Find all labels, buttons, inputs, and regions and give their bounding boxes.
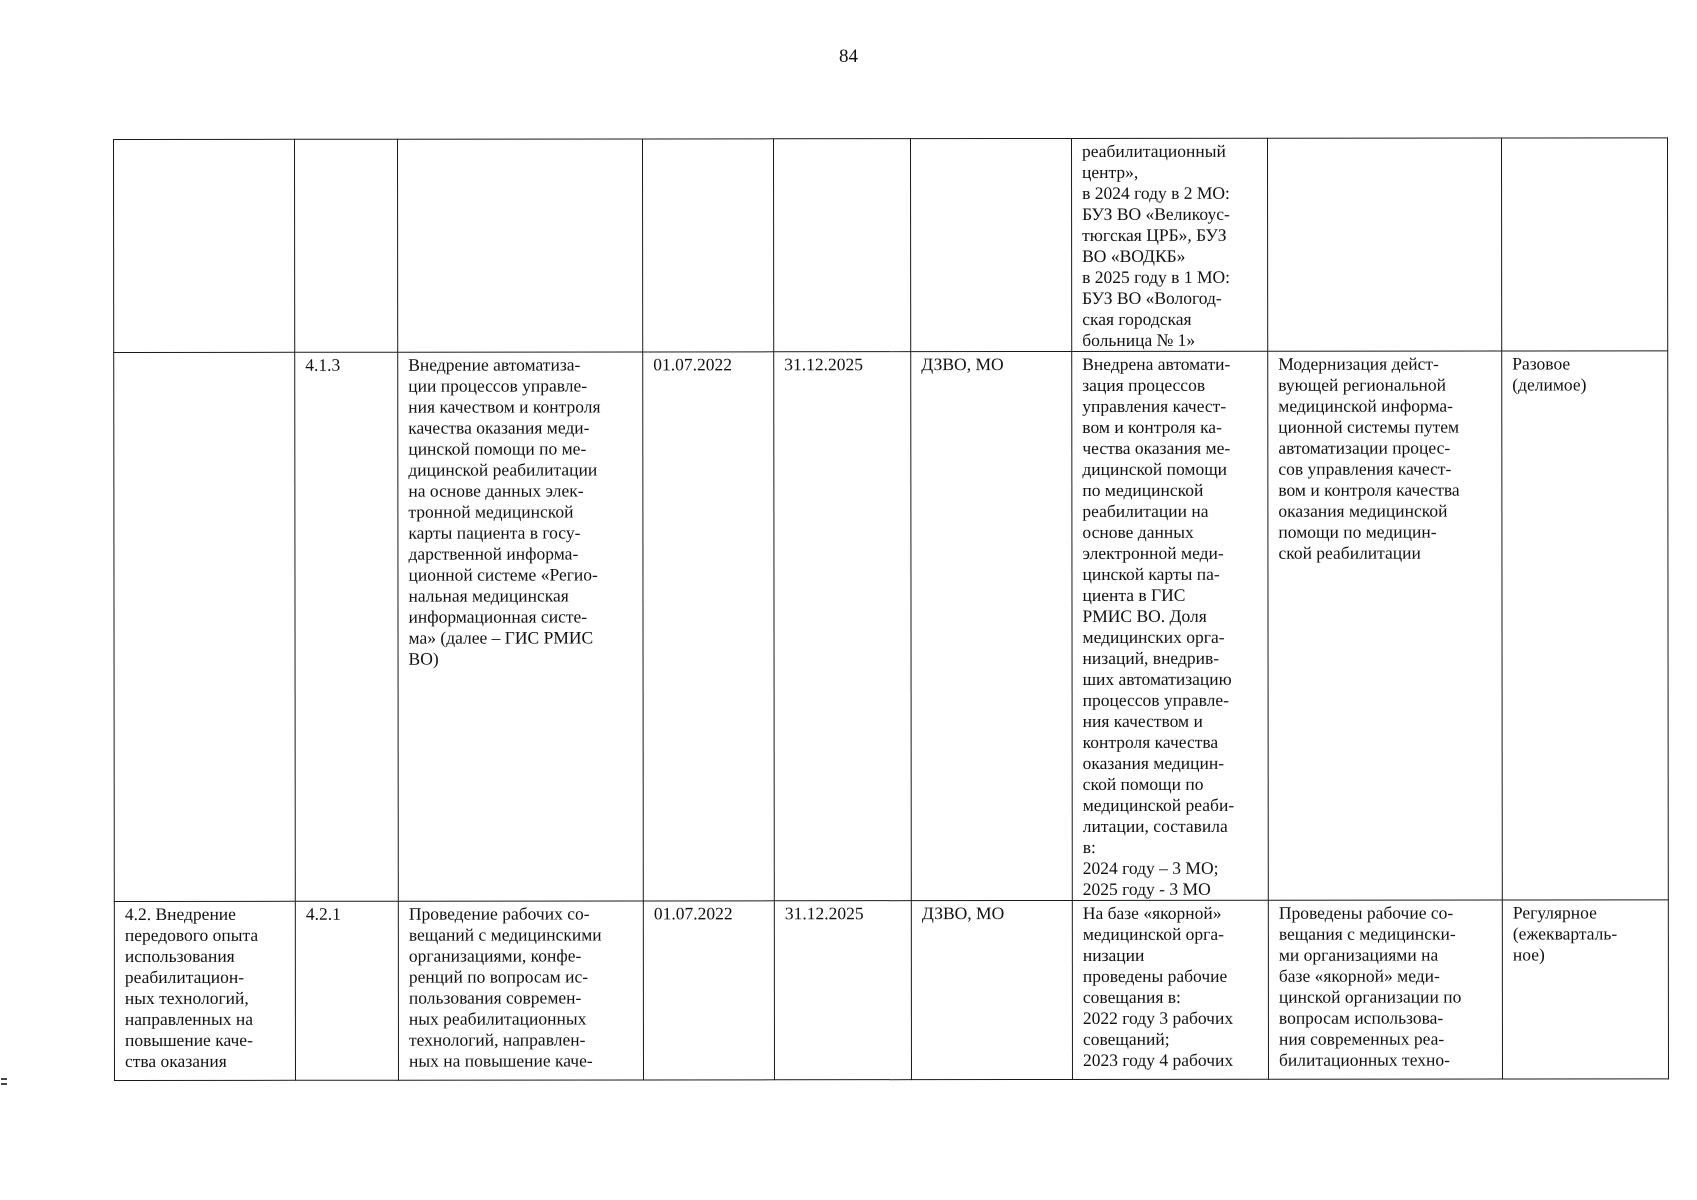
- cell-line: зация процессов: [1082, 374, 1206, 395]
- cell-line: ми организациями на: [1278, 944, 1439, 965]
- cell-line: Регулярное: [1512, 902, 1597, 923]
- cell-line: реабилитацион-: [124, 966, 245, 987]
- cell-line: Внедрение автоматиза-: [408, 354, 581, 375]
- cell-line: ВО «ВОДКБ»: [1082, 245, 1186, 266]
- cell-line: БУЗ ВО «Вологод-: [1082, 287, 1222, 308]
- cell-text: 4.1.3: [305, 354, 341, 375]
- cell-line: на основе данных элек-: [408, 480, 584, 501]
- executor-cell: [911, 138, 1072, 351]
- cell-line: 4.2. Внедрение: [124, 903, 236, 924]
- cell-line: реабилитационный: [1082, 140, 1226, 161]
- type-cell: [1501, 138, 1667, 351]
- cell-line: ская городская: [1082, 308, 1192, 329]
- cell-line: ных реабилитационных: [408, 1008, 587, 1029]
- cell-line: вопросам использова-: [1278, 1007, 1444, 1028]
- cell-line: ное): [1512, 944, 1545, 965]
- cell-line: РМИС ВО. Доля: [1082, 605, 1207, 626]
- cell-line: вещания с медицински-: [1278, 923, 1456, 944]
- cell-line: Проведение рабочих со-: [408, 903, 590, 924]
- cell-line: ской помощи по: [1082, 773, 1204, 794]
- cell-line: организациями, конфе-: [408, 945, 582, 966]
- cell-line: ской реабилитации: [1278, 542, 1421, 563]
- cell-line: тюгская ЦРБ», БУЗ: [1082, 224, 1227, 245]
- cell-line: направленных на: [124, 1008, 254, 1029]
- cell-line: технологий, направлен-: [408, 1029, 586, 1050]
- cell-line: карты пациента в госу-: [408, 522, 581, 543]
- cell-line: ния современных реа-: [1278, 1028, 1445, 1049]
- cell-line: медицинской информа-: [1278, 395, 1453, 416]
- start-date-cell: [643, 901, 774, 1080]
- cell-line: электронной меди-: [1082, 542, 1224, 563]
- task-cell: [114, 901, 295, 1080]
- cell-line: в 2024 году в 2 МО:: [1082, 182, 1230, 203]
- table-body: [114, 138, 1669, 1081]
- cell-line: (ежекварталь-: [1512, 923, 1618, 944]
- cell-line: Проведены рабочие со-: [1278, 902, 1454, 923]
- cell-line: оказания медицинской: [1278, 500, 1448, 521]
- description-cell: [1267, 138, 1501, 351]
- cell-line: использования: [124, 945, 235, 966]
- cell-line: ционной системе «Регио-: [408, 564, 598, 585]
- cell-line: литации, составила: [1082, 815, 1228, 836]
- cell-line: ции процессов управле-: [408, 375, 588, 396]
- cell-line: больница № 1»: [1082, 329, 1196, 350]
- cell-line: Внедрена автомати-: [1082, 353, 1231, 374]
- description-cell: [1268, 351, 1503, 900]
- cell-line: На базе «якорной»: [1082, 902, 1222, 923]
- cell-line: сов управления качест-: [1278, 458, 1452, 479]
- cell-text: 01.07.2022: [653, 354, 732, 375]
- number-cell: [295, 352, 399, 901]
- cell-line: БУЗ ВО «Великоус-: [1082, 203, 1230, 224]
- end-date-cell: [774, 901, 911, 1080]
- executor-cell: [911, 900, 1072, 1079]
- result-cell: [1072, 138, 1268, 351]
- cell-line: низации: [1082, 944, 1145, 965]
- cell-line: ма» (далее – ГИС РМИС: [408, 627, 594, 648]
- type-cell: [1502, 900, 1668, 1079]
- description-cell: [1268, 900, 1502, 1079]
- cell-line: по медицинской: [1082, 479, 1204, 500]
- cell-line: (делимое): [1512, 374, 1587, 395]
- type-cell: [1502, 351, 1669, 900]
- cell-line: ренций по вопросам ис-: [408, 966, 589, 987]
- cell-line: пользования современ-: [408, 987, 582, 1008]
- cell-line: ния качеством и контроля: [408, 396, 601, 417]
- cell-line: ВО): [408, 648, 439, 669]
- cell-line: управления качест-: [1082, 395, 1227, 416]
- cell-line: контроля качества: [1082, 731, 1219, 752]
- cell-line: в 2025 году в 1 МО:: [1082, 266, 1231, 287]
- cell-line: дицинской реабилитации: [408, 459, 598, 480]
- cell-line: чества оказания ме-: [1082, 437, 1231, 458]
- cell-line: тронной медицинской: [408, 501, 574, 522]
- cell-line: медицинских орга-: [1082, 626, 1225, 647]
- activity-cell: [398, 901, 643, 1080]
- cell-line: медицинской реаби-: [1082, 794, 1235, 815]
- table-row: [114, 138, 1668, 353]
- cell-line: медицинской орга-: [1082, 923, 1224, 944]
- cell-line: проведены рабочие: [1082, 965, 1228, 986]
- cell-text: 4.2.1: [305, 903, 341, 924]
- table-row: [114, 900, 1668, 1081]
- table-row: [114, 351, 1669, 902]
- cell-text: 01.07.2022: [653, 903, 733, 924]
- cell-line: циента в ГИС: [1082, 584, 1186, 605]
- cell-line: дарственной информа-: [408, 543, 579, 564]
- result-cell: [1072, 351, 1269, 900]
- cell-line: в:: [1082, 836, 1096, 857]
- cell-text: ДЗВО, МО: [921, 903, 1005, 924]
- cell-text: 31.12.2025: [784, 354, 863, 375]
- measures-table: [113, 137, 1669, 1081]
- cell-line: оказания медицин-: [1082, 752, 1225, 773]
- cell-line: ционной системы путем: [1278, 416, 1460, 437]
- cell-line: центр»,: [1082, 161, 1139, 182]
- cell-line: совещаний;: [1082, 1028, 1170, 1049]
- cell-line: 2023 году 4 рабочих: [1082, 1049, 1234, 1070]
- number-cell: [295, 901, 398, 1080]
- cell-line: помощи по медицин-: [1278, 521, 1437, 542]
- cell-line: цинской организации по: [1278, 986, 1462, 1007]
- cell-line: нальная медицинская: [408, 585, 569, 606]
- cell-line: низаций, внедрив-: [1082, 647, 1220, 668]
- cell-line: вом и контроля ка-: [1082, 416, 1222, 437]
- start-date-cell: [643, 352, 775, 901]
- cell-line: цинской карты па-: [1082, 563, 1220, 584]
- cell-line: информационная систе-: [408, 606, 588, 627]
- cell-line: вующей региональной: [1278, 374, 1447, 395]
- task-cell: [114, 139, 295, 352]
- cell-line: повышение каче-: [124, 1029, 253, 1050]
- cell-line: ших автоматизацию: [1082, 668, 1232, 689]
- cell-text: 31.12.2025: [784, 903, 864, 924]
- executor-cell: [911, 351, 1073, 900]
- page-number: 84: [839, 46, 858, 67]
- cell-line: ния качеством и: [1082, 710, 1203, 731]
- cell-line: ных технологий,: [124, 987, 249, 1008]
- cell-line: Разовое: [1512, 353, 1571, 374]
- cell-line: качества оказания меди-: [408, 417, 590, 438]
- cell-line: 2025 году - 3 МО: [1082, 878, 1211, 899]
- task-cell: [114, 352, 296, 901]
- cell-line: Модернизация дейст-: [1278, 353, 1439, 374]
- cell-line: 2024 году – 3 МО;: [1082, 857, 1219, 878]
- activity-cell: [398, 139, 643, 352]
- cell-line: билитационных техно-: [1278, 1049, 1450, 1070]
- end-date-cell: [774, 139, 911, 352]
- cell-line: автоматизации процес-: [1278, 437, 1451, 458]
- number-cell: [295, 139, 398, 352]
- cell-line: основе данных: [1082, 521, 1194, 542]
- activity-cell: [398, 352, 644, 901]
- cell-line: совещания в:: [1082, 986, 1181, 1007]
- cell-line: передового опыта: [124, 924, 259, 945]
- end-date-cell: [774, 352, 912, 901]
- cell-line: вом и контроля качества: [1278, 479, 1460, 500]
- cell-line: цинской помощи по ме-: [408, 438, 587, 459]
- cell-line: реабилитации на: [1082, 500, 1209, 521]
- cell-line: процессов управле-: [1082, 689, 1229, 710]
- result-cell: [1072, 900, 1268, 1079]
- margin-mark: [1, 1078, 7, 1092]
- cell-line: ных на повышение каче-: [408, 1050, 593, 1071]
- cell-line: 2022 году 3 рабочих: [1082, 1007, 1234, 1028]
- start-date-cell: [643, 139, 774, 352]
- cell-text: ДЗВО, МО: [921, 354, 1004, 375]
- cell-line: вещаний с медицинскими: [408, 924, 602, 945]
- cell-line: ства оказания: [124, 1050, 227, 1071]
- cell-line: базе «якорной» меди-: [1278, 965, 1440, 986]
- cell-line: дицинской помощи: [1082, 458, 1228, 479]
